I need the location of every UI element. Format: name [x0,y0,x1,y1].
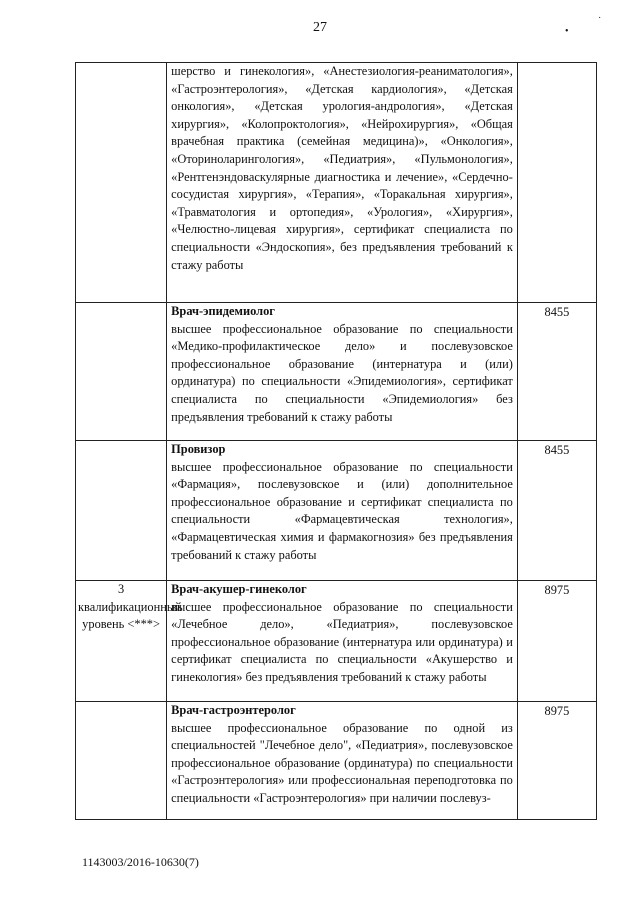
salary-cell [517,63,596,303]
level-cell [76,303,167,441]
table-row [76,63,597,303]
qualification-level: 3 квалификационный уровень <***> [78,582,182,632]
salary-cell: 8455 [517,303,596,441]
salary-cell: 8975 [517,581,596,702]
salary-cell: 8455 [517,441,596,581]
document-code: 1143003/2016-10630(7) [82,855,199,869]
table-row [76,441,597,581]
level-cell [76,63,167,303]
table-row [76,702,597,820]
position-title: Врач-акушер-гинеколог [171,582,307,596]
level-cell [76,581,182,702]
level-cell [76,702,167,820]
requirements-cell [167,63,518,303]
requirements-text: высшее профессиональное образование по одной из специальностей "Лечебное дело", «Педиатрия», послевузовское профессиональное образование (ординатура) по специальности «Гастроэнтерология» или профессиональная переподготовка по специальности «Гастроэнтерология» при наличии послевуз- [171,720,513,805]
requirements-text: высшее профессиональное образование по специальности «Медико-профилактическое дело» и послевузовское профессиональное образование (интернатура и (или) ординатура) по специальности «Эпидемиология», сертификат специалиста по специальности «Эпидемиология» без предъявления требований к стажу работы [171,321,513,424]
position-title: Врач-гастроэнтеролог [171,703,296,717]
position-title: Врач-эпидемиолог [171,304,275,318]
requirements-text: шерство и гинекология», «Анестезиология-реаниматология», «Гастроэнтерология», «Детская кардиология», «Детская онкология», «Детская урология-андрология», «Детская хирургия», «Колопроктология», «Нейрохирургия», «Общая врачебная практика (семейная медицина)», «Онкология», «Оториноларингология», «Педиатрия», «Пульмонология», «Рентгенэндоваскулярные диагностика и лечение», «Сердечно-сосудистая хирургия», «Терапия», «Торакальная хирургия», «Травматология и ортопедия», «Урология», «Хирургия», «Челюстно-лицевая хирургия», сертификат специалиста по специальности «Эндоскопия», без предъявления требований к стажу работы [171,64,513,272]
requirements-text: высшее профессиональное образование по специальности «Лечебное дело», «Педиатрия», послевузовское профессиональное образование (интернатура или ординатура) и сертификат специалиста по специальности «Акушерство и гинекология» без предъявления требований к стажу работы [171,599,513,684]
requirements-cell [167,441,518,581]
level-cell [76,441,167,581]
salary-cell: 8975 [517,702,596,820]
table-row [76,303,597,441]
requirements-cell [167,581,518,702]
scan-mark: ˙ [598,16,602,27]
page-number: 27 [313,20,327,35]
requirements-cell [167,702,518,820]
qualification-table [75,62,597,820]
scan-mark: • [565,26,569,37]
requirements-cell [167,303,518,441]
table-row [76,581,597,702]
position-title: Провизор [171,442,226,456]
requirements-text: высшее профессиональное образование по специальности «Фармация», послевузовское и (или) дополнительное профессиональное образование и сертификат специалиста по специальности «Фармацевтическая технология», «Фармацевтическая химия и фармакогнозия» без предъявления требований к стажу работы [171,459,513,562]
